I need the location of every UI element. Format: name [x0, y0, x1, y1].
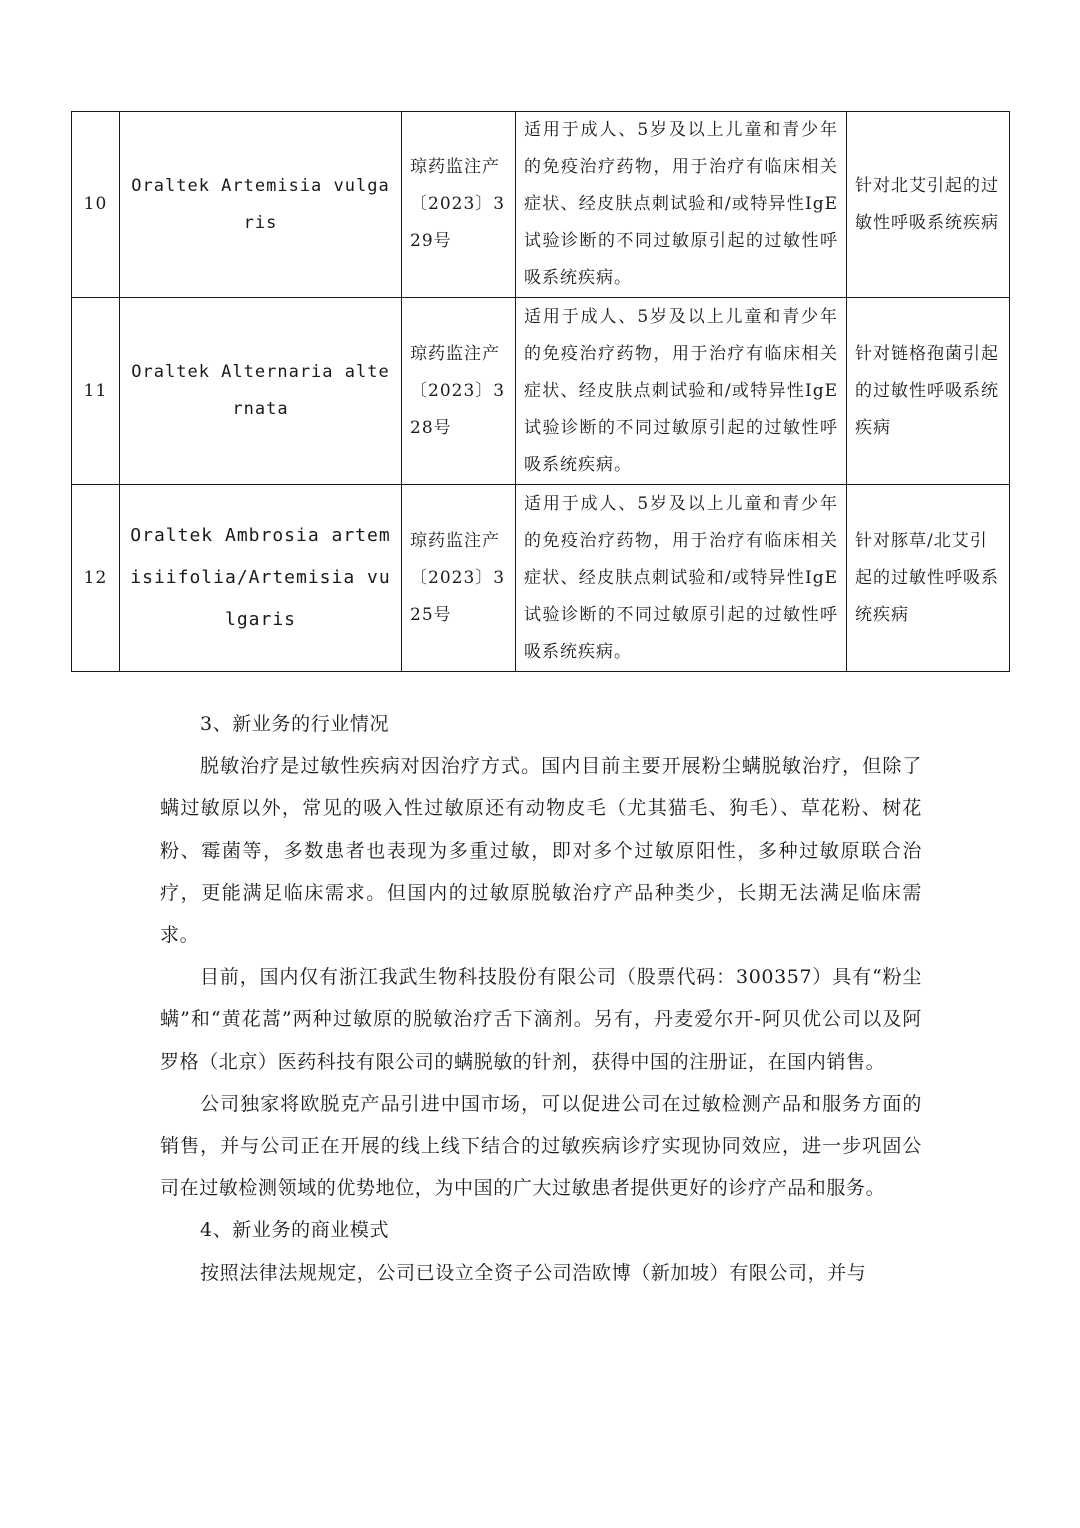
- product-registration-table: [71, 111, 1010, 672]
- body-text: [160, 703, 922, 1294]
- approval-number: 琼药监注产〔2023〕328号: [402, 298, 516, 485]
- table-row: [72, 298, 1010, 485]
- product-name: Oraltek Ambrosia artemisiifolia/Artemisia vulgaris: [120, 485, 402, 672]
- approval-number: 琼药监注产〔2023〕325号: [402, 485, 516, 672]
- paragraph: 目前，国内仅有浙江我武生物科技股份有限公司（股票代码：300357）具有“粉尘螨”和“黄花蒿”两种过敏原的脱敏治疗舌下滴剂。另有，丹麦爱尔开-阿贝优公司以及阿罗格（北京）医药科技有限公司的螨脱敏的针剂，获得中国的注册证，在国内销售。: [160, 966, 922, 1073]
- row-number: 12: [72, 485, 120, 672]
- table-row: [72, 485, 1010, 672]
- paragraph: 公司独家将欧脱克产品引进中国市场，可以促进公司在过敏检测产品和服务方面的销售，并与公司正在开展的线上线下结合的过敏疾病诊疗实现协同效应，进一步巩固公司在过敏检测领域的优势地位，为中国的广大过敏患者提供更好的诊疗产品和服务。: [160, 1092, 922, 1200]
- target-disease: 针对豚草/北艾引起的过敏性呼吸系统疾病: [847, 485, 1010, 672]
- indication-text: 适用于成人、5岁及以上儿童和青少年的免疫治疗药物，用于治疗有临床相关症状、经皮肤点刺试验和/或特异性IgE 试验诊断的不同过敏原引起的过敏性呼吸系统疾病。: [516, 485, 847, 672]
- indication-text: 适用于成人、5岁及以上儿童和青少年的免疫治疗药物，用于治疗有临床相关症状、经皮肤点刺试验和/或特异性IgE 试验诊断的不同过敏原引起的过敏性呼吸系统疾病。: [516, 112, 847, 298]
- target-disease: 针对北艾引起的过敏性呼吸系统疾病: [847, 112, 1010, 298]
- paragraph: 脱敏治疗是过敏性疾病对因治疗方式。国内目前主要开展粉尘螨脱敏治疗，但除了螨过敏原以外，常见的吸入性过敏原还有动物皮毛（尤其猫毛、狗毛）、草花粉、树花粉、霉菌等，多数患者也表现为多重过敏，即对多个过敏原阳性，多种过敏原联合治疗，更能满足临床需求。但国内的过敏原脱敏治疗产品种类少，长期无法满足临床需求。: [160, 755, 922, 947]
- indication-text: 适用于成人、5岁及以上儿童和青少年的免疫治疗药物，用于治疗有临床相关症状、经皮肤点刺试验和/或特异性IgE 试验诊断的不同过敏原引起的过敏性呼吸系统疾病。: [516, 298, 847, 485]
- row-number: 10: [72, 112, 120, 298]
- approval-number: 琼药监注产〔2023〕329号: [402, 112, 516, 298]
- product-name: Oraltek Alternaria alternata: [120, 298, 402, 485]
- row-number: 11: [72, 298, 120, 485]
- target-disease: 针对链格孢菌引起的过敏性呼吸系统疾病: [847, 298, 1010, 485]
- paragraph: 按照法律法规规定，公司已设立全资子公司浩欧博（新加坡）有限公司，并与: [200, 1261, 867, 1284]
- section-heading: 3、新业务的行业情况: [200, 713, 390, 735]
- product-name: Oraltek Artemisia vulgaris: [120, 112, 402, 298]
- section-heading: 4、新业务的商业模式: [200, 1219, 390, 1242]
- table-row: [72, 112, 1010, 298]
